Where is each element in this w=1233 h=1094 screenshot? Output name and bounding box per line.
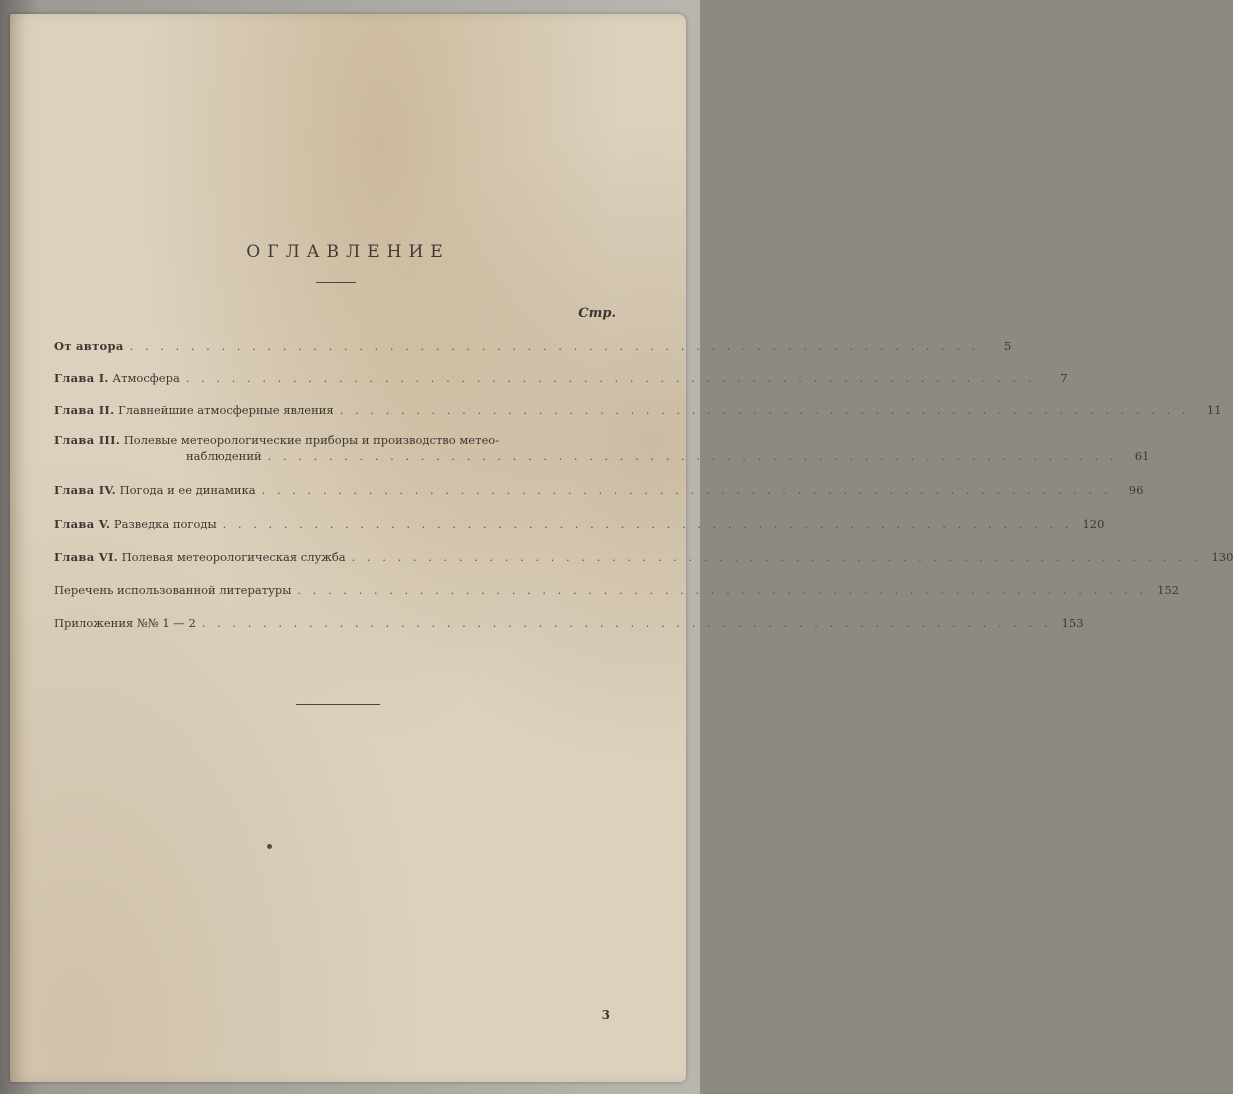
page-title: ОГЛАВЛЕНИЕ <box>246 242 450 262</box>
chapter-number: Глава IV. <box>54 483 116 497</box>
toc-entry-label: Перечень использованной литературы <box>54 583 292 597</box>
toc-entry-page: 11 <box>1206 403 1222 417</box>
leader-dots: . . . . . . . . . . . . . . . . . . . . . . . . . . . . . . . . . . . . . . . . . . . . . . . . . . . . . . . . <box>267 449 1118 463</box>
toc-entry-label-continuation: наблюдений <box>186 449 262 463</box>
toc-entry-label: Приложения №№ 1 — 2 <box>54 616 196 630</box>
toc-entry-author <box>54 338 1012 354</box>
leader-dots: . . . . . . . . . . . . . . . . . . . . . . . . . . . . . . . . . . . . . . . . . . . . . . . . . . . . . . . . <box>201 616 1052 630</box>
toc-entry-page: 152 <box>1157 583 1180 597</box>
toc-entry-chapter-4 <box>54 482 1144 498</box>
toc-entry-appendices <box>54 615 1084 631</box>
toc-entry-page: 5 <box>1004 339 1012 353</box>
toc-entry-page: 120 <box>1082 517 1105 531</box>
leader-dots: . . . . . . . . . . . . . . . . . . . . . . . . . . . . . . . . . . . . . . . . . . . . . . . . . . . . . . . . <box>297 583 1148 597</box>
leader-dots: . . . . . . . . . . . . . . . . . . . . . . . . . . . . . . . . . . . . . . . . . . . . . . . . . . . . . . . . <box>351 550 1202 564</box>
toc-entry-label: Полевая метеорологическая служба <box>121 550 346 564</box>
toc-entry-label: От автора <box>54 339 124 353</box>
toc-entry-chapter-2 <box>54 402 1222 418</box>
toc-entry-page: 130 <box>1211 550 1233 564</box>
toc-entry-chapter-3 <box>54 432 1150 464</box>
toc-entry-chapter-5 <box>54 516 1105 532</box>
book-page <box>10 14 1233 1082</box>
toc-entry-chapter-6 <box>54 549 1233 565</box>
toc-entry-chapter-1 <box>54 370 1068 386</box>
toc-entry-label: Полевые метеорологические приборы и производство метео- <box>123 433 500 447</box>
toc-entry-label: Атмосфера <box>112 371 180 385</box>
leader-dots: . . . . . . . . . . . . . . . . . . . . . . . . . . . . . . . . . . . . . . . . . . . . . . . . . . . . . . . . <box>222 517 1073 531</box>
chapter-number: Глава V. <box>54 517 111 531</box>
leader-dots: . . . . . . . . . . . . . . . . . . . . . . . . . . . . . . . . . . . . . . . . . . . . . . . . . . . . . . . . <box>261 483 1112 497</box>
toc-entry-label: Главнейшие атмосферные явления <box>118 403 334 417</box>
toc-entry-page: 96 <box>1128 483 1144 497</box>
chapter-number: Глава I. <box>54 371 109 385</box>
title-underline <box>316 282 356 283</box>
toc-entry-page: 61 <box>1134 449 1150 463</box>
chapter-number: Глава III. <box>54 433 121 447</box>
toc-entry-page: 153 <box>1061 616 1084 630</box>
toc-entry-page: 7 <box>1060 371 1068 385</box>
leader-dots: . . . . . . . . . . . . . . . . . . . . . . . . . . . . . . . . . . . . . . . . . . . . . . . . . . . . . . . . <box>129 339 980 353</box>
table-of-contents <box>54 332 1233 631</box>
page-column-label: Стр. <box>578 306 616 321</box>
leader-dots: . . . . . . . . . . . . . . . . . . . . . . . . . . . . . . . . . . . . . . . . . . . . . . . . . . . . . . . . <box>339 403 1190 417</box>
toc-entry-label: Погода и ее динамика <box>119 483 256 497</box>
page-number: 3 <box>601 1008 610 1022</box>
toc-entry-bibliography <box>54 582 1180 598</box>
toc-entry-label: Разведка погоды <box>113 517 217 531</box>
chapter-number: Глава VI. <box>54 550 118 564</box>
leader-dots: . . . . . . . . . . . . . . . . . . . . . . . . . . . . . . . . . . . . . . . . . . . . . . . . . . . . . . . . <box>185 371 1036 385</box>
chapter-number: Глава II. <box>54 403 115 417</box>
ink-spot <box>267 844 272 849</box>
section-divider <box>296 704 380 705</box>
